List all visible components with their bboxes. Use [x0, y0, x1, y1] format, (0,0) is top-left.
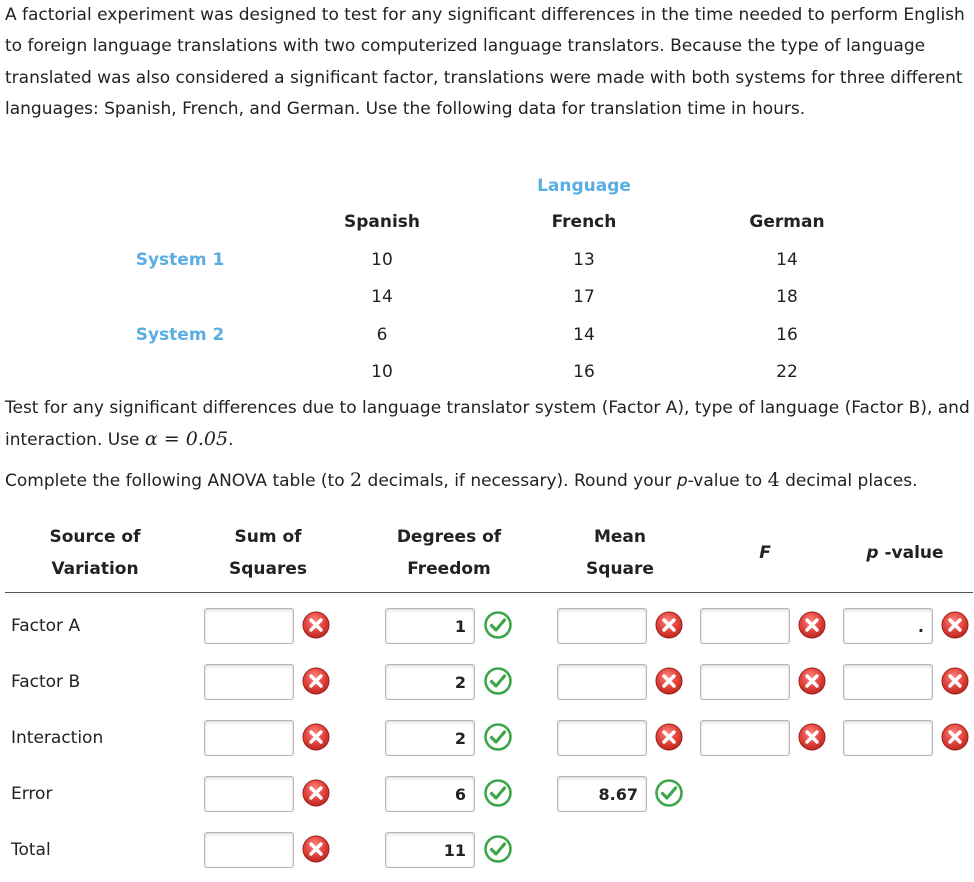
- source-label: Error: [11, 784, 53, 804]
- table-header-rule: [5, 592, 973, 593]
- f-input[interactable]: [700, 608, 790, 644]
- df-input[interactable]: [385, 664, 475, 700]
- translation-data-table: [0, 170, 974, 390]
- header-degrees-of-freedom: Degrees of Freedom: [396, 527, 502, 579]
- correct-check-icon: [483, 610, 513, 640]
- data-cell: 6: [376, 325, 388, 345]
- incorrect-x-icon: [301, 610, 331, 640]
- p-input[interactable]: [843, 664, 933, 700]
- incorrect-x-icon: [940, 610, 970, 640]
- source-label: Total: [11, 840, 51, 860]
- incorrect-x-icon: [301, 778, 331, 808]
- row-label-system-2: System 2: [135, 325, 225, 345]
- ss-input[interactable]: [204, 776, 294, 812]
- incorrect-x-icon: [301, 666, 331, 696]
- ss-input[interactable]: [204, 832, 294, 868]
- ss-input[interactable]: [204, 664, 294, 700]
- data-cell: 13: [573, 250, 595, 270]
- df-input[interactable]: [385, 832, 475, 868]
- data-cell: 10: [371, 362, 393, 382]
- ms-input[interactable]: [557, 608, 647, 644]
- incorrect-x-icon: [654, 610, 684, 640]
- incorrect-x-icon: [301, 722, 331, 752]
- incorrect-x-icon: [797, 610, 827, 640]
- data-cell: 14: [776, 250, 798, 270]
- column-header-spanish: Spanish: [343, 212, 421, 232]
- incorrect-x-icon: [797, 722, 827, 752]
- ms-input[interactable]: [557, 776, 647, 812]
- p-input[interactable]: [843, 720, 933, 756]
- data-cell: 18: [776, 287, 798, 307]
- header-p-value: p -value: [866, 543, 944, 563]
- df-input[interactable]: [385, 776, 475, 812]
- row-label-system-1: System 1: [135, 250, 225, 270]
- f-input[interactable]: [700, 720, 790, 756]
- instructions-test: Test for any significant differences due to language translator system (Factor A), type of language (Factor B), and interaction. Use α = 0.05.: [5, 398, 970, 451]
- ms-input[interactable]: [557, 720, 647, 756]
- df-input[interactable]: [385, 720, 475, 756]
- incorrect-x-icon: [797, 666, 827, 696]
- f-input[interactable]: [700, 664, 790, 700]
- ms-input[interactable]: [557, 664, 647, 700]
- data-cell: 16: [776, 325, 798, 345]
- column-header-french: French: [551, 212, 617, 232]
- data-cell: 10: [371, 250, 393, 270]
- source-label: Factor A: [11, 616, 81, 636]
- ss-input[interactable]: [204, 608, 294, 644]
- data-cell: 17: [573, 287, 595, 307]
- data-cell: 22: [776, 362, 798, 382]
- header-mean-square: Mean Square: [586, 527, 654, 579]
- incorrect-x-icon: [654, 722, 684, 752]
- alpha-value: α = 0.05: [144, 428, 229, 451]
- problem-statement: A factorial experiment was designed to test for any significant differences in the time needed to perform English to foreign language translations with two computerized language translators. Because the type of language translated was also considered a significant factor, translations were made with both systems for three different languages: Spanish, French, and German. Use the following data for translation time in hours.: [5, 5, 965, 119]
- data-cell: 16: [573, 362, 595, 382]
- p-input[interactable]: [843, 608, 933, 644]
- source-label: Factor B: [11, 672, 81, 692]
- incorrect-x-icon: [940, 722, 970, 752]
- incorrect-x-icon: [301, 834, 331, 864]
- correct-check-icon: [483, 666, 513, 696]
- instructions-complete: Complete the following ANOVA table (to 2 decimals, if necessary). Round your p-value to 4 decimal places.: [5, 469, 918, 491]
- header-f: F: [759, 543, 771, 563]
- ss-input[interactable]: [204, 720, 294, 756]
- incorrect-x-icon: [654, 666, 684, 696]
- header-source-of-variation: Source of Variation: [49, 527, 141, 579]
- data-cell: 14: [573, 325, 595, 345]
- column-header-german: German: [749, 212, 825, 232]
- correct-check-icon: [483, 778, 513, 808]
- incorrect-x-icon: [940, 666, 970, 696]
- correct-check-icon: [654, 778, 684, 808]
- correct-check-icon: [483, 834, 513, 864]
- data-cell: 14: [371, 287, 393, 307]
- language-group-header: Language: [537, 176, 631, 196]
- correct-check-icon: [483, 722, 513, 752]
- header-sum-of-squares: Sum of Squares: [228, 527, 308, 579]
- source-label: Interaction: [11, 728, 104, 748]
- df-input[interactable]: [385, 608, 475, 644]
